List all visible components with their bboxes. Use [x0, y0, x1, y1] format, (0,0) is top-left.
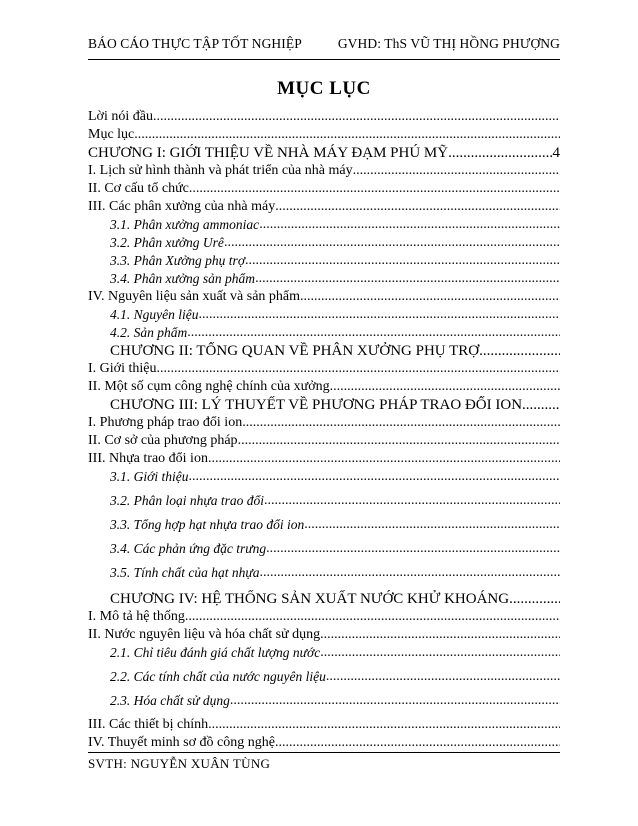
toc-subentry: 3.1. Phân xưởng ammoniac .....: [88, 216, 560, 234]
toc-entry: IV. Thuyết minh sơ đồ công nghệ .....: [88, 734, 560, 752]
toc-entry: II. Một số cụm công nghệ chính của xưởng .....: [88, 378, 560, 396]
page-title: MỤC LỤC: [277, 78, 371, 99]
footer-divider: [88, 752, 560, 753]
toc-entry: I. Mô tả hệ thống .....: [88, 608, 560, 626]
toc-subentry: 2.3. Hóa chất sử dụng .....: [88, 692, 560, 710]
toc-entry: Lời nói đầu .....: [88, 108, 560, 126]
toc-subentry: 2.2. Các tính chất của nước nguyên liệu .....: [88, 668, 560, 686]
toc-chapter-entry: CHƯƠNG I: GIỚI THIỆU VỀ NHÀ MÁY ĐẠM PHÚ MỸ ..... 4: [88, 144, 560, 162]
toc-entry: III. Các thiết bị chính .....: [88, 716, 560, 734]
toc-subentry: 3.2. Phân xưởng Urê .....: [88, 234, 560, 252]
toc-chapter-entry: CHƯƠNG IV: HỆ THỐNG SẢN XUẤT NƯỚC KHỬ KHOÁNG .....: [88, 590, 560, 608]
toc-subentry: 3.4. Các phản ứng đặc trưng .....: [88, 540, 560, 558]
header-advisor: GVHD: ThS VŨ THỊ HỒNG PHƯỢNG: [337, 36, 560, 51]
toc-subentry: 3.2. Phân loại nhựa trao đổi .....: [88, 492, 560, 510]
toc-subentry: 3.3. Tổng hợp hạt nhựa trao đổi ion .....: [88, 516, 560, 534]
header-report-title: BÁO CÁO THỰC TẬP TỐT NGHIỆP: [88, 36, 302, 51]
toc-subentry: 3.1. Giới thiệu .....: [88, 468, 560, 486]
toc-chapter-entry: CHƯƠNG II: TỔNG QUAN VỀ PHÂN XƯỞNG PHỤ TRỢ .....: [88, 342, 560, 360]
header-divider: [88, 59, 560, 60]
toc-entry: I. Lịch sử hình thành và phát triển của nhà máy .....: [88, 162, 560, 180]
toc-subentry: 2.1. Chỉ tiêu đánh giá chất lượng nước .....: [88, 644, 560, 662]
toc-entry: IV. Nguyên liệu sản xuất và sản phẩm .....: [88, 288, 560, 306]
toc-entry: III. Các phân xưởng của nhà máy .....: [88, 198, 560, 216]
toc-entry: II. Cơ sở của phương pháp .....: [88, 432, 560, 450]
toc-entry: I. Phương pháp trao đổi ion .....: [88, 414, 560, 432]
page-header: [88, 36, 560, 56]
toc-entry: Mục lục .....: [88, 126, 560, 144]
page-footer: SVTH: NGUYỄN XUÂN TÙNG: [88, 756, 271, 771]
toc-subentry: 3.4. Phân xưởng sản phẩm .....: [88, 270, 560, 288]
toc-subentry: 3.5. Tính chất của hạt nhựa .....: [88, 564, 560, 582]
toc-subentry: 4.2. Sản phẩm .....: [88, 324, 560, 342]
toc-chapter-entry: CHƯƠNG III: LÝ THUYẾT VỀ PHƯƠNG PHÁP TRAO ĐỔI ION .....: [88, 396, 560, 414]
toc-subentry: 3.3. Phân Xưởng phụ trợ .....: [88, 252, 560, 270]
toc-entry: II. Cơ cấu tổ chức .....: [88, 180, 560, 198]
toc-entry: II. Nước nguyên liệu và hóa chất sử dụng .....: [88, 626, 560, 644]
toc-subentry: 4.1. Nguyên liệu .....: [88, 306, 560, 324]
toc-entry: I. Giới thiệu .....: [88, 360, 560, 378]
toc-entry: III. Nhựa trao đổi ion .....: [88, 450, 560, 468]
